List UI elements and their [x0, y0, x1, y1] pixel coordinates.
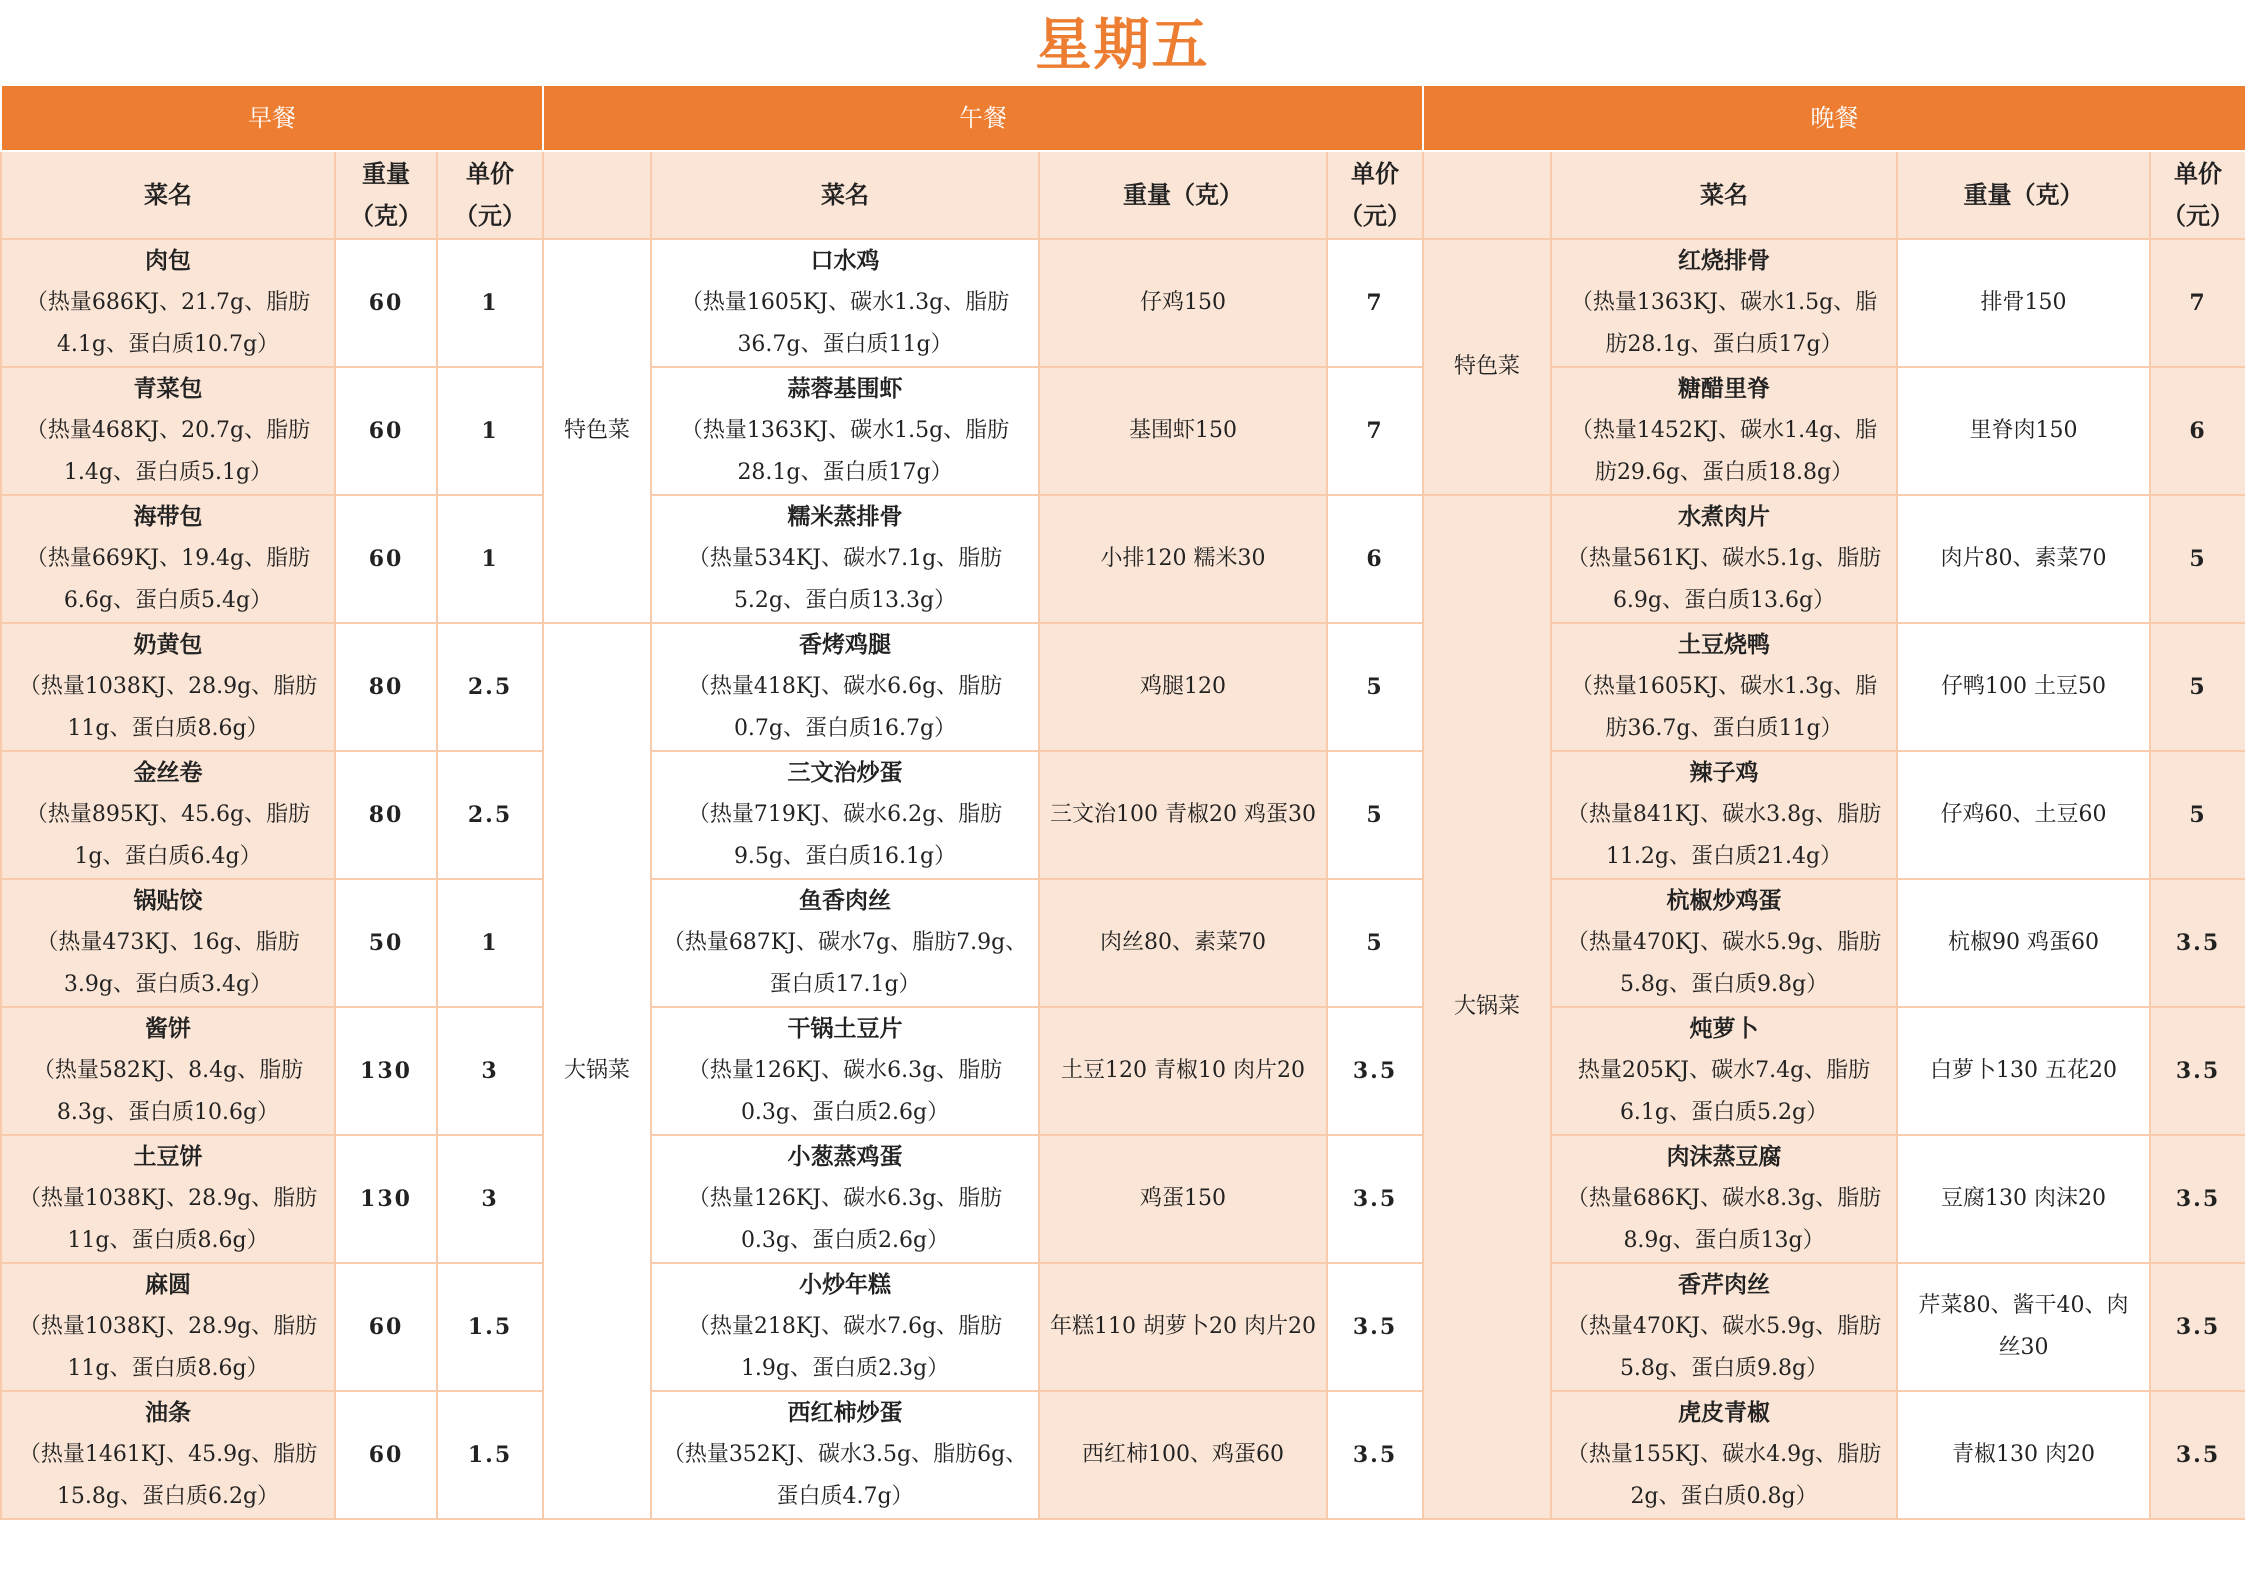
- dish-nutrition: 热量205KJ、碳水7.4g、脂肪6.1g、蛋白质5.2g）: [1577, 1058, 1871, 1125]
- breakfast-weight: 60: [335, 495, 437, 623]
- dish-nutrition: （热量352KJ、碳水3.5g、脂肪6g、蛋白质4.7g）: [662, 1442, 1028, 1509]
- dish-cell: [651, 239, 1039, 367]
- dish-cell: [1, 495, 335, 623]
- lunch-ingredients: 土豆120 青椒10 肉片20: [1039, 1007, 1327, 1135]
- lunch-price: 5: [1327, 879, 1423, 1007]
- dish-cell: [651, 1135, 1039, 1263]
- dish-cell: [1551, 495, 1897, 623]
- dish-nutrition: （热量669KJ、19.4g、脂肪6.6g、蛋白质5.4g）: [25, 546, 311, 613]
- dish-name: 糯米蒸排骨: [787, 503, 903, 530]
- dinner-price: 6: [2150, 367, 2245, 495]
- breakfast-weight: 130: [335, 1135, 437, 1263]
- dish-name: 杭椒炒鸡蛋: [1666, 887, 1782, 914]
- breakfast-weight-header: 重量（克）: [335, 151, 437, 239]
- dish-cell: [1, 1007, 335, 1135]
- dish-nutrition: （热量218KJ、碳水7.6g、脂肪1.9g、蛋白质2.3g）: [687, 1314, 1003, 1381]
- breakfast-price: 1.5: [437, 1391, 543, 1519]
- table-row: [1, 495, 2245, 623]
- dish-nutrition: （热量126KJ、碳水6.3g、脂肪0.3g、蛋白质2.6g）: [687, 1058, 1003, 1125]
- lunch-ingredients: 年糕110 胡萝卜20 肉片20: [1039, 1263, 1327, 1391]
- dish-name: 青菜包: [133, 375, 203, 402]
- dish-nutrition: （热量155KJ、碳水4.9g、脂肪2g、蛋白质0.8g）: [1566, 1442, 1882, 1509]
- dish-cell: [1551, 1135, 1897, 1263]
- dish-cell: [1, 367, 335, 495]
- dish-name: 油条: [145, 1399, 191, 1426]
- dish-name: 水煮肉片: [1678, 503, 1771, 530]
- dinner-ingredients: 肉片80、素菜70: [1897, 495, 2150, 623]
- dinner-category-header: [1423, 151, 1551, 239]
- lunch-ingredients: 西红柿100、鸡蛋60: [1039, 1391, 1327, 1519]
- breakfast-weight: 60: [335, 367, 437, 495]
- dish-nutrition: （热量841KJ、碳水3.8g、脂肪11.2g、蛋白质21.4g）: [1566, 802, 1882, 869]
- lunch-ingredients: 鸡腿120: [1039, 623, 1327, 751]
- dish-name: 肉包: [145, 247, 191, 274]
- dish-cell: [1551, 1263, 1897, 1391]
- breakfast-name-header: 菜名: [1, 151, 335, 239]
- dish-name: 肉沫蒸豆腐: [1666, 1143, 1782, 1170]
- dinner-ingredients: 里脊肉150: [1897, 367, 2150, 495]
- dish-cell: [651, 495, 1039, 623]
- dish-nutrition: （热量719KJ、碳水6.2g、脂肪9.5g、蛋白质16.1g）: [687, 802, 1003, 869]
- dinner-price: 3.5: [2150, 1263, 2245, 1391]
- breakfast-price: 1: [437, 239, 543, 367]
- dish-cell: [1551, 623, 1897, 751]
- lunch-category-header: [543, 151, 651, 239]
- dish-cell: [651, 1007, 1039, 1135]
- dinner-ingredients: 仔鸭100 土豆50: [1897, 623, 2150, 751]
- dinner-price: 3.5: [2150, 879, 2245, 1007]
- dish-nutrition: （热量582KJ、8.4g、脂肪8.3g、蛋白质10.6g）: [32, 1058, 304, 1125]
- dish-cell: [1551, 879, 1897, 1007]
- dinner-price: 3.5: [2150, 1007, 2245, 1135]
- lunch-price: 3.5: [1327, 1263, 1423, 1391]
- dish-name: 土豆烧鸭: [1678, 631, 1771, 658]
- dish-cell: [1551, 367, 1897, 495]
- lunch-price: 5: [1327, 623, 1423, 751]
- dish-cell: [1, 623, 335, 751]
- table-row: [1, 367, 2245, 495]
- table-row: [1, 1391, 2245, 1519]
- dish-nutrition: （热量473KJ、16g、脂肪3.9g、蛋白质3.4g）: [36, 930, 300, 997]
- dish-nutrition: （热量1605KJ、碳水1.3g、脂肪36.7g、蛋白质11g）: [680, 290, 1010, 357]
- breakfast-price: 1: [437, 367, 543, 495]
- lunch-price: 3.5: [1327, 1135, 1423, 1263]
- dish-nutrition: （热量1452KJ、碳水1.4g、脂肪29.6g、蛋白质18.8g）: [1570, 418, 1878, 485]
- breakfast-price: 3: [437, 1135, 543, 1263]
- dish-nutrition: （热量1461KJ、45.9g、脂肪15.8g、蛋白质6.2g）: [18, 1442, 318, 1509]
- breakfast-price: 1: [437, 879, 543, 1007]
- table-row: [1, 1263, 2245, 1391]
- lunch-category-pot: 大锅菜: [543, 623, 651, 1519]
- dinner-ingredients: 杭椒90 鸡蛋60: [1897, 879, 2150, 1007]
- table-row: [1, 1007, 2245, 1135]
- breakfast-price: 2.5: [437, 623, 543, 751]
- dish-name: 红烧排骨: [1678, 247, 1771, 274]
- dish-cell: [651, 623, 1039, 751]
- dinner-ingredients: 青椒130 肉20: [1897, 1391, 2150, 1519]
- dish-name: 小葱蒸鸡蛋: [787, 1143, 903, 1170]
- dish-cell: [1551, 239, 1897, 367]
- breakfast-weight: 80: [335, 751, 437, 879]
- dish-name: 香芹肉丝: [1678, 1271, 1771, 1298]
- dish-nutrition: （热量534KJ、碳水7.1g、脂肪5.2g、蛋白质13.3g）: [687, 546, 1003, 613]
- dish-name: 土豆饼: [133, 1143, 203, 1170]
- dinner-price: 5: [2150, 751, 2245, 879]
- dish-nutrition: （热量1363KJ、碳水1.5g、脂肪28.1g、蛋白质17g）: [1570, 290, 1878, 357]
- lunch-ingredients: 小排120 糯米30: [1039, 495, 1327, 623]
- breakfast-price-header: 单价（元）: [437, 151, 543, 239]
- dinner-ingredients: 芹菜80、酱干40、肉丝30: [1897, 1263, 2150, 1391]
- breakfast-price: 1: [437, 495, 543, 623]
- lunch-category-special: 特色菜: [543, 239, 651, 623]
- dish-name: 蒜蓉基围虾: [787, 375, 903, 402]
- breakfast-price: 1.5: [437, 1263, 543, 1391]
- lunch-name-header: 菜名: [651, 151, 1039, 239]
- dish-nutrition: （热量1038KJ、28.9g、脂肪11g、蛋白质8.6g）: [18, 1186, 318, 1253]
- dish-cell: [1, 1263, 335, 1391]
- dish-name: 金丝卷: [133, 759, 203, 786]
- dish-cell: [1551, 1007, 1897, 1135]
- table-row: [1, 751, 2245, 879]
- dish-nutrition: （热量687KJ、碳水7g、脂肪7.9g、蛋白质17.1g）: [662, 930, 1028, 997]
- dinner-price: 5: [2150, 623, 2245, 751]
- dish-cell: [1, 239, 335, 367]
- dish-name: 糖醋里脊: [1678, 375, 1771, 402]
- dish-cell: [651, 879, 1039, 1007]
- dish-name: 辣子鸡: [1689, 759, 1759, 786]
- lunch-price-header: 单价（元）: [1327, 151, 1423, 239]
- dinner-header: 晚餐: [1423, 85, 2245, 151]
- dinner-price: 3.5: [2150, 1135, 2245, 1263]
- dish-nutrition: （热量1363KJ、碳水1.5g、脂肪28.1g、蛋白质17g）: [680, 418, 1010, 485]
- lunch-price: 3.5: [1327, 1007, 1423, 1135]
- dish-name: 酱饼: [145, 1015, 191, 1042]
- dish-cell: [651, 367, 1039, 495]
- lunch-weight-header: 重量（克）: [1039, 151, 1327, 239]
- dish-name: 三文治炒蛋: [787, 759, 903, 786]
- breakfast-weight: 60: [335, 1391, 437, 1519]
- dish-cell: [1, 1135, 335, 1263]
- dish-nutrition: （热量470KJ、碳水5.9g、脂肪5.8g、蛋白质9.8g）: [1566, 930, 1882, 997]
- dish-cell: [651, 1263, 1039, 1391]
- dish-nutrition: （热量126KJ、碳水6.3g、脂肪0.3g、蛋白质2.6g）: [687, 1186, 1003, 1253]
- table-row: [1, 1135, 2245, 1263]
- lunch-ingredients: 三文治100 青椒20 鸡蛋30: [1039, 751, 1327, 879]
- dish-name: 炖萝卜: [1689, 1015, 1759, 1042]
- breakfast-price: 2.5: [437, 751, 543, 879]
- dish-cell: [651, 751, 1039, 879]
- dinner-weight-header: 重量（克）: [1897, 151, 2150, 239]
- page-title: 星期五: [1035, 13, 1210, 78]
- dinner-ingredients: 仔鸡60、土豆60: [1897, 751, 2150, 879]
- dinner-ingredients: 白萝卜130 五花20: [1897, 1007, 2150, 1135]
- dish-name: 口水鸡: [810, 247, 880, 274]
- dinner-ingredients: 豆腐130 肉沫20: [1897, 1135, 2150, 1263]
- dish-nutrition: （热量1038KJ、28.9g、脂肪11g、蛋白质8.6g）: [18, 674, 318, 741]
- dinner-price: 3.5: [2150, 1391, 2245, 1519]
- lunch-price: 5: [1327, 751, 1423, 879]
- dish-cell: [651, 1391, 1039, 1519]
- dish-name: 奶黄包: [133, 631, 203, 658]
- dish-name: 虎皮青椒: [1678, 1399, 1771, 1426]
- lunch-ingredients: 肉丝80、素菜70: [1039, 879, 1327, 1007]
- dish-name: 麻圆: [145, 1271, 191, 1298]
- lunch-header: 午餐: [543, 85, 1423, 151]
- dish-cell: [1551, 1391, 1897, 1519]
- lunch-ingredients: 鸡蛋150: [1039, 1135, 1327, 1263]
- dinner-ingredients: 排骨150: [1897, 239, 2150, 367]
- lunch-price: 6: [1327, 495, 1423, 623]
- dinner-price: 5: [2150, 495, 2245, 623]
- breakfast-weight: 60: [335, 1263, 437, 1391]
- breakfast-weight: 80: [335, 623, 437, 751]
- dinner-name-header: 菜名: [1551, 151, 1897, 239]
- lunch-price: 7: [1327, 239, 1423, 367]
- breakfast-weight: 130: [335, 1007, 437, 1135]
- dish-name: 干锅土豆片: [787, 1015, 903, 1042]
- lunch-ingredients: 仔鸡150: [1039, 239, 1327, 367]
- breakfast-price: 3: [437, 1007, 543, 1135]
- dish-name: 西红柿炒蛋: [787, 1399, 903, 1426]
- dish-nutrition: （热量686KJ、碳水8.3g、脂肪8.9g、蛋白质13g）: [1566, 1186, 1882, 1253]
- dinner-price: 7: [2150, 239, 2245, 367]
- dish-nutrition: （热量561KJ、碳水5.1g、脂肪6.9g、蛋白质13.6g）: [1566, 546, 1882, 613]
- dish-name: 海带包: [133, 503, 203, 530]
- menu-table: [0, 84, 2245, 1520]
- table-row: [1, 623, 2245, 751]
- dish-cell: [1, 1391, 335, 1519]
- dish-name: 锅贴饺: [133, 887, 203, 914]
- lunch-price: 3.5: [1327, 1391, 1423, 1519]
- dish-nutrition: （热量686KJ、21.7g、脂肪4.1g、蛋白质10.7g）: [25, 290, 311, 357]
- dish-name: 香烤鸡腿: [799, 631, 892, 658]
- dish-nutrition: （热量468KJ、20.7g、脂肪1.4g、蛋白质5.1g）: [25, 418, 311, 485]
- table-row: [1, 879, 2245, 1007]
- dinner-category-special: 特色菜: [1423, 239, 1551, 495]
- dish-nutrition: （热量1605KJ、碳水1.3g、脂肪36.7g、蛋白质11g）: [1570, 674, 1878, 741]
- breakfast-weight: 60: [335, 239, 437, 367]
- dish-name: 鱼香肉丝: [799, 887, 892, 914]
- breakfast-header: 早餐: [1, 85, 543, 151]
- table-row: [1, 239, 2245, 367]
- lunch-price: 7: [1327, 367, 1423, 495]
- dish-nutrition: （热量1038KJ、28.9g、脂肪11g、蛋白质8.6g）: [18, 1314, 318, 1381]
- breakfast-weight: 50: [335, 879, 437, 1007]
- lunch-ingredients: 基围虾150: [1039, 367, 1327, 495]
- dish-cell: [1, 751, 335, 879]
- dish-nutrition: （热量418KJ、碳水6.6g、脂肪0.7g、蛋白质16.7g）: [687, 674, 1003, 741]
- dish-nutrition: （热量470KJ、碳水5.9g、脂肪5.8g、蛋白质9.8g）: [1566, 1314, 1882, 1381]
- dinner-category-pot: 大锅菜: [1423, 495, 1551, 1519]
- dish-nutrition: （热量895KJ、45.6g、脂肪1g、蛋白质6.4g）: [25, 802, 311, 869]
- dinner-price-header: 单价（元）: [2150, 151, 2245, 239]
- dish-cell: [1, 879, 335, 1007]
- dish-name: 小炒年糕: [799, 1271, 892, 1298]
- dish-cell: [1551, 751, 1897, 879]
